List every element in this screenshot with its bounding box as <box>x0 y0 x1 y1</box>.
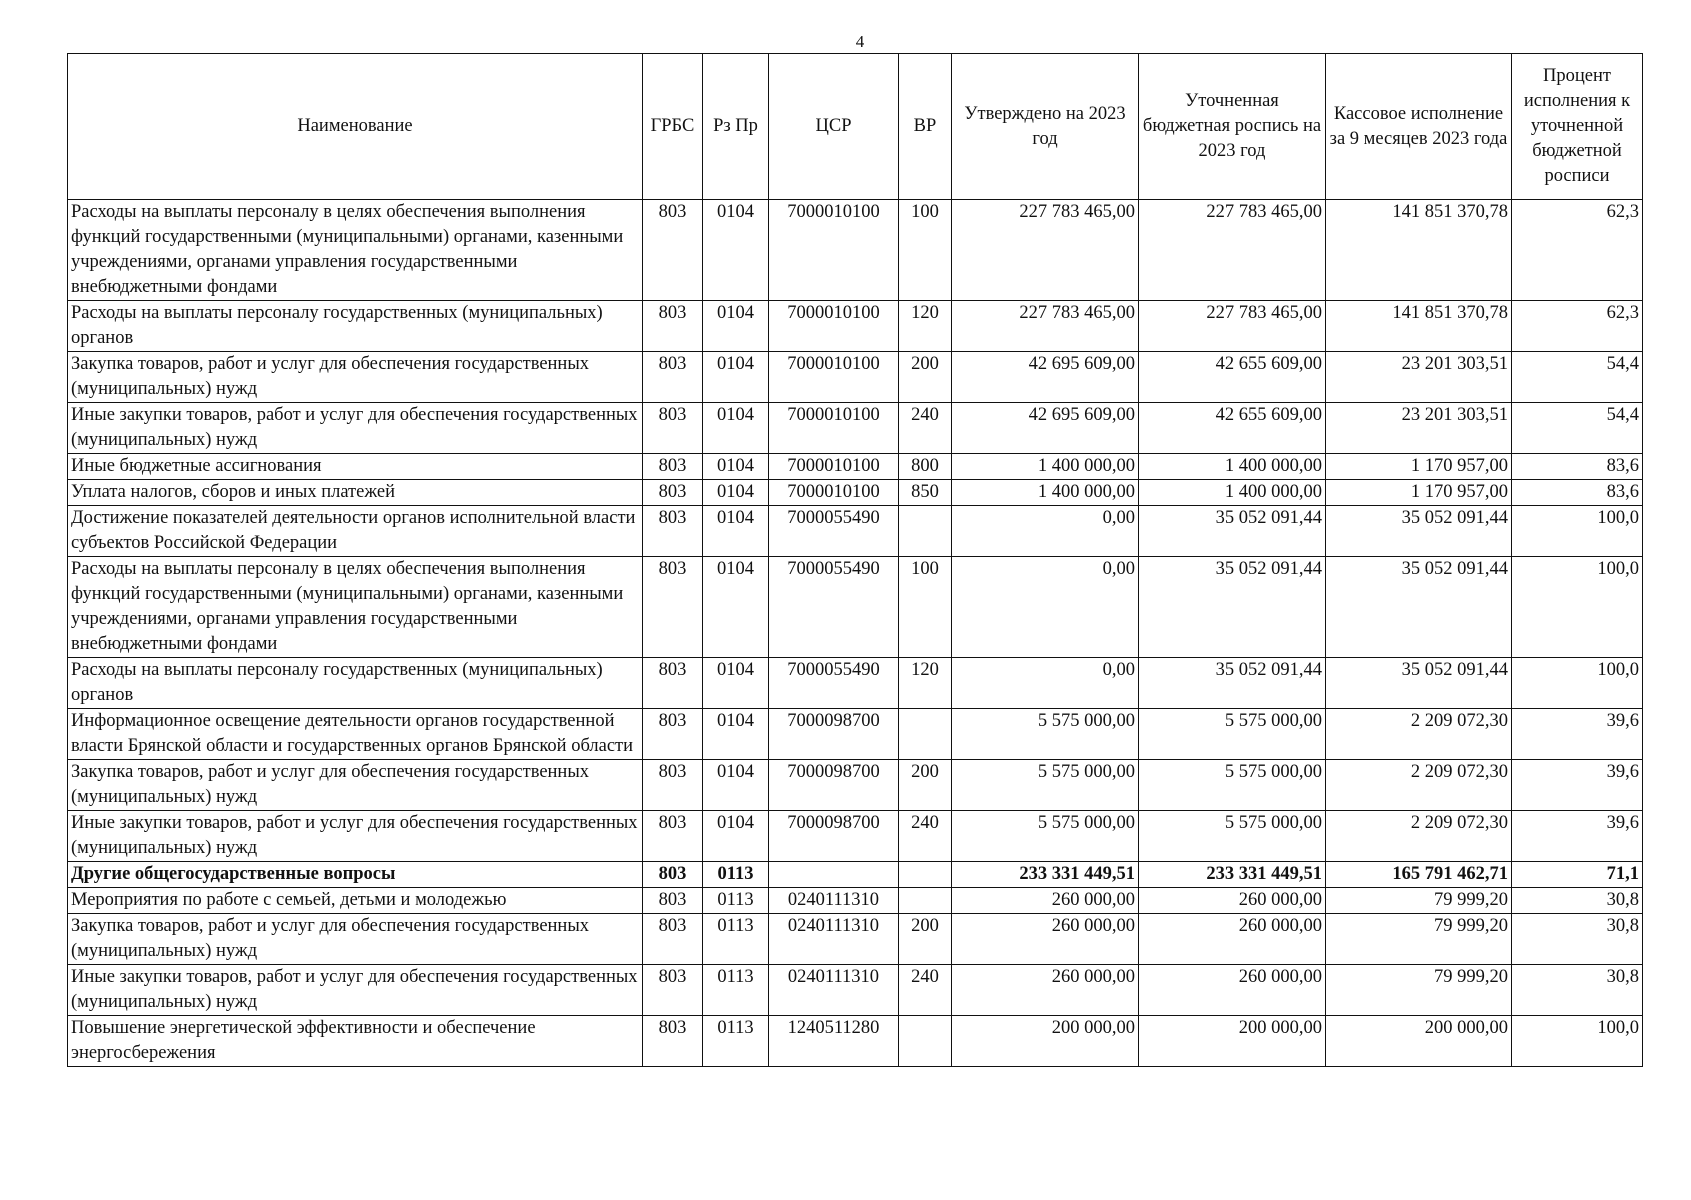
cell-rzpr: 0104 <box>703 658 769 709</box>
cell-vr: 240 <box>899 403 952 454</box>
header-csr: ЦСР <box>769 54 899 200</box>
cell-refined: 260 000,00 <box>1139 888 1326 914</box>
cell-name: Расходы на выплаты персоналу государственных (муниципальных) органов <box>68 658 643 709</box>
cell-refined: 260 000,00 <box>1139 914 1326 965</box>
cell-approved: 5 575 000,00 <box>952 709 1139 760</box>
cell-grbs: 803 <box>643 352 703 403</box>
cell-grbs: 803 <box>643 403 703 454</box>
header-name: Наименование <box>68 54 643 200</box>
table-row <box>68 454 1643 480</box>
cell-name: Закупка товаров, работ и услуг для обеспечения государственных (муниципальных) нужд <box>68 760 643 811</box>
cell-percent: 100,0 <box>1512 1016 1643 1067</box>
cell-vr: 240 <box>899 965 952 1016</box>
header-rzpr: Рз Пр <box>703 54 769 200</box>
cell-refined: 1 400 000,00 <box>1139 480 1326 506</box>
cell-approved: 227 783 465,00 <box>952 301 1139 352</box>
cell-rzpr: 0104 <box>703 403 769 454</box>
cell-approved: 1 400 000,00 <box>952 480 1139 506</box>
cell-refined: 1 400 000,00 <box>1139 454 1326 480</box>
cell-rzpr: 0113 <box>703 914 769 965</box>
cell-grbs: 803 <box>643 454 703 480</box>
cell-csr: 7000010100 <box>769 352 899 403</box>
cell-grbs: 803 <box>643 811 703 862</box>
cell-vr: 100 <box>899 200 952 301</box>
table-row <box>68 352 1643 403</box>
cell-approved: 1 400 000,00 <box>952 454 1139 480</box>
cell-csr: 0240111310 <box>769 914 899 965</box>
table-row <box>68 811 1643 862</box>
cell-cash: 35 052 091,44 <box>1326 506 1512 557</box>
cell-approved: 42 695 609,00 <box>952 352 1139 403</box>
cell-rzpr: 0104 <box>703 200 769 301</box>
cell-vr <box>899 506 952 557</box>
table-row <box>68 200 1643 301</box>
cell-grbs: 803 <box>643 760 703 811</box>
cell-percent: 30,8 <box>1512 888 1643 914</box>
cell-approved: 233 331 449,51 <box>952 862 1139 888</box>
cell-csr: 7000010100 <box>769 454 899 480</box>
header-percent: Процент исполнения к уточненной бюджетной росписи <box>1512 54 1643 200</box>
table-row <box>68 557 1643 658</box>
cell-cash: 79 999,20 <box>1326 914 1512 965</box>
cell-grbs: 803 <box>643 888 703 914</box>
page-number: 4 <box>855 32 865 51</box>
table-row <box>68 862 1643 888</box>
cell-grbs: 803 <box>643 658 703 709</box>
cell-csr: 7000010100 <box>769 301 899 352</box>
cell-percent: 39,6 <box>1512 709 1643 760</box>
cell-grbs: 803 <box>643 506 703 557</box>
cell-vr: 240 <box>899 811 952 862</box>
cell-approved: 0,00 <box>952 506 1139 557</box>
cell-name: Достижение показателей деятельности органов исполнительной власти субъектов Российской Федерации <box>68 506 643 557</box>
table-row <box>68 888 1643 914</box>
cell-grbs: 803 <box>643 914 703 965</box>
cell-csr: 7000055490 <box>769 658 899 709</box>
cell-cash: 1 170 957,00 <box>1326 454 1512 480</box>
cell-grbs: 803 <box>643 709 703 760</box>
cell-csr: 7000010100 <box>769 200 899 301</box>
cell-percent: 83,6 <box>1512 454 1643 480</box>
cell-rzpr: 0113 <box>703 862 769 888</box>
cell-refined: 200 000,00 <box>1139 1016 1326 1067</box>
cell-name: Расходы на выплаты персоналу в целях обеспечения выполнения функций государственными (муниципальными) органами, казенными учреждениями, органами управления государственными внебюджетными фондами <box>68 200 643 301</box>
cell-approved: 260 000,00 <box>952 914 1139 965</box>
cell-rzpr: 0104 <box>703 709 769 760</box>
cell-approved: 0,00 <box>952 658 1139 709</box>
cell-vr: 850 <box>899 480 952 506</box>
cell-percent: 100,0 <box>1512 506 1643 557</box>
cell-cash: 79 999,20 <box>1326 965 1512 1016</box>
cell-vr: 200 <box>899 760 952 811</box>
cell-percent: 100,0 <box>1512 557 1643 658</box>
cell-name: Мероприятия по работе с семьей, детьми и молодежью <box>68 888 643 914</box>
cell-cash: 165 791 462,71 <box>1326 862 1512 888</box>
cell-refined: 233 331 449,51 <box>1139 862 1326 888</box>
cell-refined: 35 052 091,44 <box>1139 557 1326 658</box>
cell-approved: 260 000,00 <box>952 965 1139 1016</box>
cell-rzpr: 0113 <box>703 888 769 914</box>
cell-vr <box>899 1016 952 1067</box>
cell-csr <box>769 862 899 888</box>
cell-rzpr: 0104 <box>703 557 769 658</box>
cell-rzpr: 0113 <box>703 1016 769 1067</box>
cell-percent: 62,3 <box>1512 200 1643 301</box>
cell-cash: 79 999,20 <box>1326 888 1512 914</box>
cell-cash: 200 000,00 <box>1326 1016 1512 1067</box>
cell-name: Иные закупки товаров, работ и услуг для обеспечения государственных (муниципальных) нужд <box>68 403 643 454</box>
cell-grbs: 803 <box>643 862 703 888</box>
header-cash: Кассовое исполнение за 9 месяцев 2023 года <box>1326 54 1512 200</box>
header-grbs: ГРБС <box>643 54 703 200</box>
cell-grbs: 803 <box>643 557 703 658</box>
cell-grbs: 803 <box>643 965 703 1016</box>
table-row <box>68 1016 1643 1067</box>
cell-cash: 1 170 957,00 <box>1326 480 1512 506</box>
cell-rzpr: 0104 <box>703 480 769 506</box>
cell-name: Иные бюджетные ассигнования <box>68 454 643 480</box>
cell-vr <box>899 888 952 914</box>
cell-cash: 35 052 091,44 <box>1326 557 1512 658</box>
cell-rzpr: 0104 <box>703 301 769 352</box>
cell-refined: 227 783 465,00 <box>1139 200 1326 301</box>
table-row <box>68 658 1643 709</box>
cell-refined: 5 575 000,00 <box>1139 709 1326 760</box>
table-row <box>68 914 1643 965</box>
cell-name: Закупка товаров, работ и услуг для обеспечения государственных (муниципальных) нужд <box>68 352 643 403</box>
cell-refined: 227 783 465,00 <box>1139 301 1326 352</box>
cell-csr: 0240111310 <box>769 888 899 914</box>
table-row <box>68 403 1643 454</box>
cell-csr: 7000055490 <box>769 506 899 557</box>
cell-percent: 54,4 <box>1512 403 1643 454</box>
cell-refined: 35 052 091,44 <box>1139 658 1326 709</box>
header-vr: ВР <box>899 54 952 200</box>
cell-rzpr: 0104 <box>703 760 769 811</box>
cell-refined: 42 655 609,00 <box>1139 352 1326 403</box>
cell-approved: 227 783 465,00 <box>952 200 1139 301</box>
table-row <box>68 709 1643 760</box>
cell-refined: 35 052 091,44 <box>1139 506 1326 557</box>
cell-approved: 5 575 000,00 <box>952 760 1139 811</box>
cell-approved: 200 000,00 <box>952 1016 1139 1067</box>
cell-name: Повышение энергетической эффективности и обеспечение энергосбережения <box>68 1016 643 1067</box>
cell-vr: 100 <box>899 557 952 658</box>
cell-cash: 2 209 072,30 <box>1326 760 1512 811</box>
cell-rzpr: 0104 <box>703 454 769 480</box>
cell-cash: 141 851 370,78 <box>1326 301 1512 352</box>
cell-csr: 7000098700 <box>769 760 899 811</box>
cell-percent: 39,6 <box>1512 760 1643 811</box>
cell-csr: 7000010100 <box>769 480 899 506</box>
cell-refined: 42 655 609,00 <box>1139 403 1326 454</box>
cell-approved: 42 695 609,00 <box>952 403 1139 454</box>
table-row <box>68 301 1643 352</box>
budget-table <box>67 53 1643 1067</box>
cell-percent: 100,0 <box>1512 658 1643 709</box>
cell-csr: 7000098700 <box>769 709 899 760</box>
header-approved: Утверждено на 2023 год <box>952 54 1139 200</box>
cell-name: Иные закупки товаров, работ и услуг для обеспечения государственных (муниципальных) нужд <box>68 965 643 1016</box>
cell-vr: 120 <box>899 658 952 709</box>
cell-refined: 5 575 000,00 <box>1139 811 1326 862</box>
cell-percent: 54,4 <box>1512 352 1643 403</box>
cell-cash: 23 201 303,51 <box>1326 352 1512 403</box>
cell-refined: 5 575 000,00 <box>1139 760 1326 811</box>
cell-cash: 141 851 370,78 <box>1326 200 1512 301</box>
cell-csr: 1240511280 <box>769 1016 899 1067</box>
cell-refined: 260 000,00 <box>1139 965 1326 1016</box>
cell-name: Закупка товаров, работ и услуг для обеспечения государственных (муниципальных) нужд <box>68 914 643 965</box>
cell-percent: 30,8 <box>1512 914 1643 965</box>
cell-percent: 39,6 <box>1512 811 1643 862</box>
cell-percent: 83,6 <box>1512 480 1643 506</box>
cell-vr: 800 <box>899 454 952 480</box>
cell-name: Уплата налогов, сборов и иных платежей <box>68 480 643 506</box>
cell-name: Иные закупки товаров, работ и услуг для обеспечения государственных (муниципальных) нужд <box>68 811 643 862</box>
cell-name: Информационное освещение деятельности органов государственной власти Брянской области и государственных органов Брянской области <box>68 709 643 760</box>
cell-csr: 7000098700 <box>769 811 899 862</box>
cell-approved: 260 000,00 <box>952 888 1139 914</box>
cell-approved: 5 575 000,00 <box>952 811 1139 862</box>
cell-cash: 2 209 072,30 <box>1326 811 1512 862</box>
cell-grbs: 803 <box>643 1016 703 1067</box>
cell-name: Расходы на выплаты персоналу в целях обеспечения выполнения функций государственными (муниципальными) органами, казенными учреждениями, органами управления государственными внебюджетными фондами <box>68 557 643 658</box>
cell-percent: 30,8 <box>1512 965 1643 1016</box>
cell-csr: 7000010100 <box>769 403 899 454</box>
cell-vr <box>899 709 952 760</box>
cell-rzpr: 0104 <box>703 811 769 862</box>
cell-grbs: 803 <box>643 480 703 506</box>
cell-csr: 7000055490 <box>769 557 899 658</box>
cell-cash: 23 201 303,51 <box>1326 403 1512 454</box>
cell-csr: 0240111310 <box>769 965 899 1016</box>
cell-vr: 200 <box>899 352 952 403</box>
header-refined: Уточненная бюджетная роспись на 2023 год <box>1139 54 1326 200</box>
cell-grbs: 803 <box>643 301 703 352</box>
cell-name: Другие общегосударственные вопросы <box>68 862 643 888</box>
table-row <box>68 480 1643 506</box>
cell-rzpr: 0113 <box>703 965 769 1016</box>
table-row <box>68 965 1643 1016</box>
cell-percent: 62,3 <box>1512 301 1643 352</box>
table-header-row <box>68 54 1643 200</box>
cell-cash: 2 209 072,30 <box>1326 709 1512 760</box>
cell-cash: 35 052 091,44 <box>1326 658 1512 709</box>
cell-vr: 120 <box>899 301 952 352</box>
table-row <box>68 760 1643 811</box>
cell-name: Расходы на выплаты персоналу государственных (муниципальных) органов <box>68 301 643 352</box>
cell-percent: 71,1 <box>1512 862 1643 888</box>
cell-grbs: 803 <box>643 200 703 301</box>
cell-vr <box>899 862 952 888</box>
cell-approved: 0,00 <box>952 557 1139 658</box>
cell-rzpr: 0104 <box>703 352 769 403</box>
table-row <box>68 506 1643 557</box>
cell-rzpr: 0104 <box>703 506 769 557</box>
cell-vr: 200 <box>899 914 952 965</box>
